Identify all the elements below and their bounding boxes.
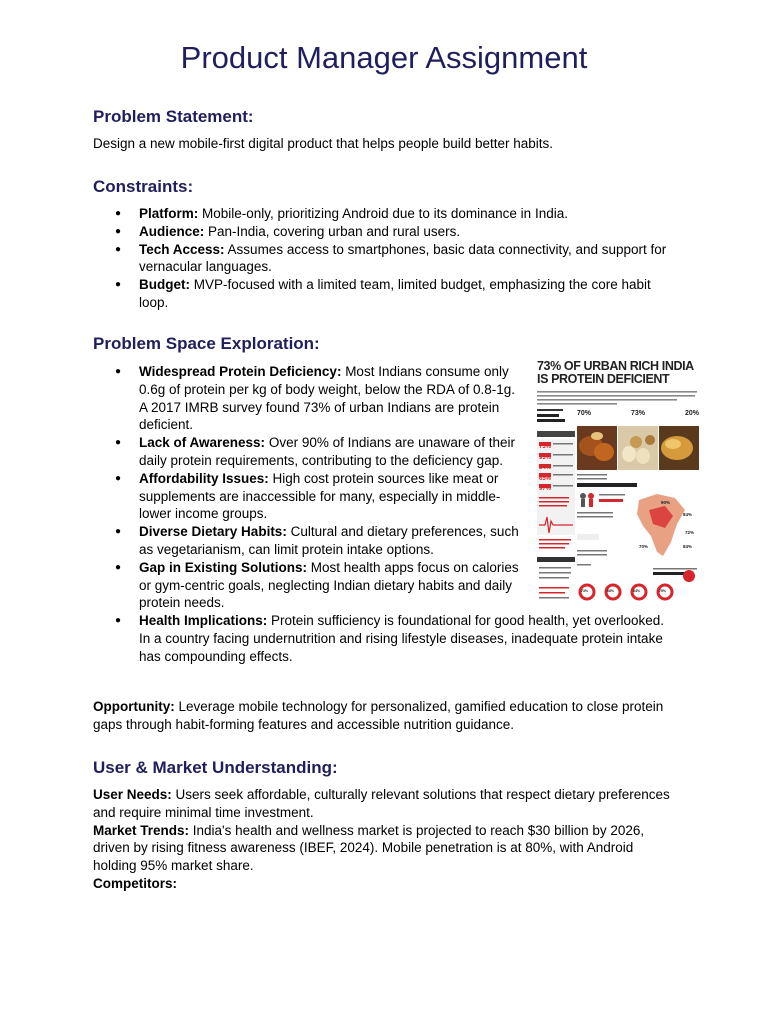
infographic-subtitle-lines (537, 390, 699, 406)
list-item (93, 205, 678, 223)
constraints-list (93, 205, 678, 312)
user-needs-text: Users seek affordable, culturally relevant solutions that respect dietary preferences and require minimal time investment. (93, 787, 670, 820)
problem-statement-heading: Problem Statement: (93, 107, 254, 126)
item-label: Diverse Dietary Habits: (139, 524, 287, 540)
donut-value: 64% (633, 589, 641, 593)
opportunity-text: Leverage mobile technology for personalized, gamified education to close protein gaps through habit-forming features and accessible nutrition guidance. (93, 699, 664, 732)
list-item (93, 363, 525, 434)
list-item (93, 434, 525, 470)
infographic-left-column (537, 407, 575, 603)
item-label: Lack of Awareness: (139, 435, 266, 451)
item-label: Widespread Protein Deficiency: (139, 364, 342, 379)
stat-value: 84% (539, 465, 552, 472)
item-label: Tech Access: (139, 241, 225, 257)
map-value: 72% (685, 530, 695, 535)
list-item (93, 223, 678, 241)
food-photos (577, 426, 699, 470)
item-label: Platform: (139, 206, 199, 221)
item-text: Most health apps focus on calories or gym-centric goals, neglecting Indian dietary habits and daily protein needs. (139, 559, 519, 611)
user-market-paragraph (93, 786, 678, 893)
map-value: 90% (661, 500, 671, 505)
item-label: Health Implications: (139, 613, 268, 629)
competitors-label: Competitors: (93, 875, 177, 891)
market-trends-label: Market Trends: (93, 822, 190, 838)
donut-value: 73% (581, 589, 589, 593)
list-item (93, 470, 525, 523)
item-text: MVP-focused with a limited team, limited budget, emphasizing the core habit loop. (139, 277, 651, 310)
protein-infographic (535, 360, 701, 606)
map-values (639, 500, 699, 570)
stat-row-value: 73% (630, 410, 645, 417)
list-item (93, 559, 525, 612)
list-item (93, 523, 525, 559)
page-title: Product Manager Assignment (180, 40, 588, 75)
map-value: 84% (683, 512, 693, 517)
problem-statement-text: Design a new mobile-first digital product that helps people build better habits. (93, 136, 554, 151)
stat-row-value: 70% (577, 410, 592, 417)
market-trends-text: India's health and wellness market is projected to reach $30 billion by 2026, driven by rising fitness awareness (IBEF, 2024). Mobile penetration is at 80%, with Android holding 95% market share. (93, 822, 645, 874)
stat-value: 93% (539, 454, 552, 461)
list-item (93, 612, 679, 665)
infographic-stat-row (577, 410, 699, 417)
opportunity-label: Opportunity: (93, 699, 175, 714)
item-text: Cultural and dietary preferences, such as vegetarianism, can limit protein intake options. (139, 524, 519, 557)
infographic-headline: 73% OF URBAN RICH INDIA IS PROTEIN DEFICIENT (537, 360, 694, 386)
item-label: Affordability Issues: (139, 470, 269, 486)
list-item (93, 276, 678, 312)
user-needs-label: User Needs: (93, 787, 172, 802)
item-text: Mobile-only, prioritizing Android due to its dominance in India. (198, 206, 568, 221)
stat-value: 97% (539, 486, 552, 493)
item-label: Audience: (139, 223, 205, 239)
user-market-heading: User & Market Understanding: (93, 758, 338, 777)
item-text: Pan-India, covering urban and rural users. (204, 223, 461, 239)
item-text: Over 90% of Indians are unaware of their daily protein requirements, contributing to the deficiency gap. (139, 435, 515, 468)
item-text: Assumes access to smartphones, basic data connectivity, and support for vernacular languages. (139, 241, 667, 275)
item-text: Protein sufficiency is foundational for good health, yet overlooked. In a country facing undernutrition and rising lifestyle diseases, inadequate protein intake has compounding effects. (139, 613, 665, 664)
opportunity-paragraph (93, 698, 668, 734)
item-label: Budget: (139, 277, 190, 293)
map-value: 84% (683, 544, 693, 549)
donut-value: 75% (659, 589, 667, 593)
donut-value: 68% (607, 589, 615, 593)
map-value: 70% (639, 544, 649, 549)
stat-value: 73% (539, 444, 552, 450)
stat-value: 65% (539, 475, 552, 482)
infographic-stats (539, 442, 551, 495)
constraints-heading: Constraints: (93, 177, 194, 196)
stat-row-value: 20% (684, 410, 699, 417)
exploration-heading: Problem Space Exploration: (93, 334, 320, 353)
list-item (93, 241, 678, 277)
item-label: Gap in Existing Solutions: (139, 559, 308, 575)
item-text: High cost protein sources like meat or supplements are inaccessible for many, especially in middle-lower income groups. (139, 470, 501, 522)
item-text: Most Indians consume only 0.6g of protein per kg of body weight, below the RDA of 0.8-1g. A 2017 IMRB survey found 73% of urban Indians are protein deficient. (139, 364, 515, 433)
